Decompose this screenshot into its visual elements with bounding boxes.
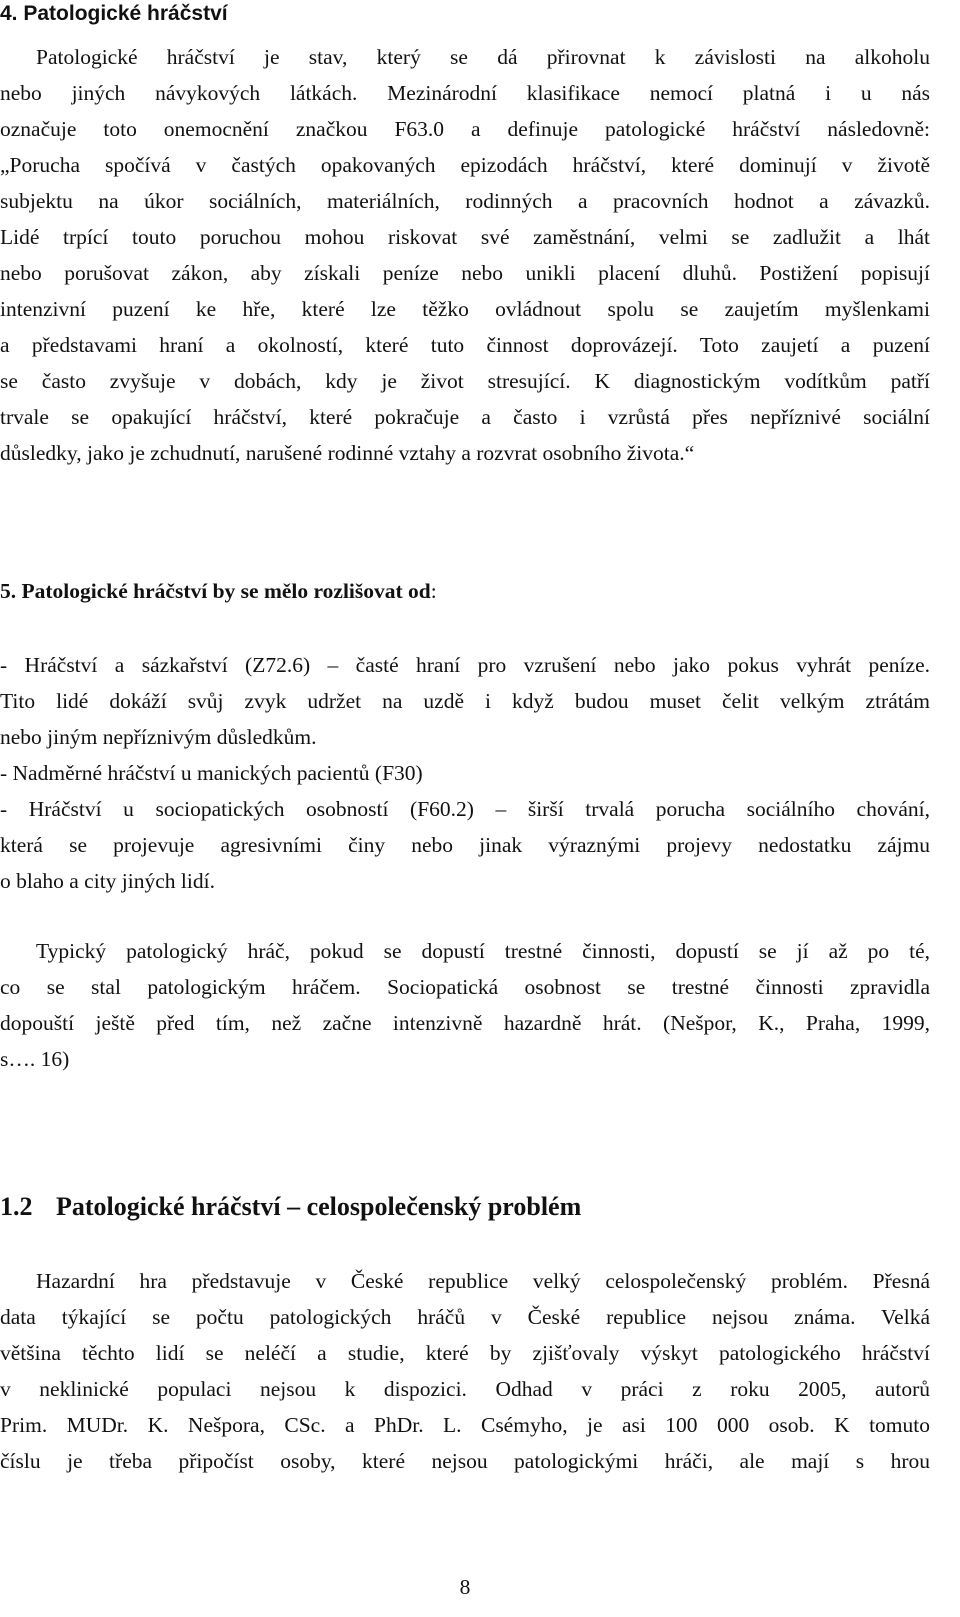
s4-line-3: označuje toto onemocnění značkou F63.0 a definuje patologické hráčství následovně: <box>0 117 930 141</box>
section-5-heading <box>0 576 437 606</box>
s5-line-4: - Nadměrné hráčství u manických pacientů (F30) <box>0 761 423 785</box>
s12-line-2: data týkající se počtu patologických hráčů v České republice nejsou známa. Velká <box>0 1305 930 1329</box>
s4-line-1: Patologické hráčství je stav, který se dá přirovnat k závislosti na alkoholu <box>36 45 930 69</box>
s5-line-2: Tito lidé dokáží svůj zvyk udržet na uzdě i když budou muset čelit velkým ztrátám <box>0 689 930 713</box>
s4-line-5: subjektu na úkor sociálních, materiálních, rodinných a pracovních hodnot a závazků. <box>0 189 930 213</box>
s5-line-5: - Hráčství u sociopatických osobností (F60.2) – širší trvalá porucha sociálního chování, <box>0 797 930 821</box>
s4-line-2: nebo jiných návykových látkách. Mezinárodní klasifikace nemocí platná i u nás <box>0 81 930 105</box>
s5-line-6: která se projevuje agresivními činy nebo jinak výraznými projevy nedostatku zájmu <box>0 833 930 857</box>
s12-line-3: většina těchto lidí se neléčí a studie, které by zjišťovaly výskyt patologického hráčství <box>0 1341 930 1365</box>
s4-line-7: nebo porušovat zákon, aby získali peníze nebo unikli placení dluhů. Postižení popisují <box>0 261 930 285</box>
s12-line-1: Hazardní hra představuje v České republice velký celospolečenský problém. Přesná <box>36 1269 930 1293</box>
s5-line-3: nebo jiným nepříznivým důsledkům. <box>0 725 317 749</box>
s5-para2-line-1: Typický patologický hráč, pokud se dopustí trestné činnosti, dopustí se jí až po té, <box>36 939 930 963</box>
s4-line-9: a představami hraní a okolností, které tuto činnost doprovázejí. Toto zaujetí a puzení <box>0 333 930 357</box>
section-1-2-heading <box>0 1190 581 1224</box>
s4-line-12: důsledky, jako je zchudnutí, narušené rodinné vztahy a rozvrat osobního života.“ <box>0 441 695 465</box>
s12-line-4: v neklinické populaci nejsou k dispozici. Odhad v práci z roku 2005, autorů <box>0 1377 930 1401</box>
s4-line-8: intenzivní puzení ke hře, které lze těžko ovládnout spolu se zaujetím myšlenkami <box>0 297 930 321</box>
s4-line-11: trvale se opakující hráčství, které pokračuje a často i vzrůstá přes nepříznivé sociální <box>0 405 930 429</box>
s12-line-5: Prim. MUDr. K. Nešpora, CSc. a PhDr. L. Csémyho, je asi 100 000 osob. K tomuto <box>0 1413 930 1437</box>
s4-line-6: Lidé trpící touto poruchou mohou riskovat své zaměstnání, velmi se zadlužit a lhát <box>0 225 930 249</box>
page-number: 8 <box>459 1575 471 1599</box>
s5-line-7: o blaho a city jiných lidí. <box>0 869 215 893</box>
s4-line-10: se často zvyšuje v dobách, kdy je život stresující. K diagnostickým vodítkům patří <box>0 369 930 393</box>
s5-line-1: - Hráčství a sázkařství (Z72.6) – časté hraní pro vzrušení nebo jako pokus vyhrát peníze. <box>0 653 930 677</box>
s5-para2-line-3: dopouští ještě před tím, než začne intenzivně hazardně hrát. (Nešpor, K., Praha, 1999, <box>0 1011 930 1035</box>
s4-line-4: „Porucha spočívá v častých opakovaných epizodách hráčství, které dominují v životě <box>0 153 930 177</box>
section-1-2-number: 1.2 <box>0 1192 33 1221</box>
s12-line-6: číslu je třeba připočíst osoby, které nejsou patologickými hráči, ale mají s hrou <box>0 1449 930 1473</box>
s5-para2-line-4: s…. 16) <box>0 1047 70 1071</box>
section-4-heading: 4. Patologické hráčství <box>0 2 228 25</box>
s5-para2-line-2: co se stal patologickým hráčem. Sociopatická osobnost se trestné činnosti zpravidla <box>0 975 930 999</box>
section-1-2-title: Patologické hráčství – celospolečenský problém <box>56 1192 582 1221</box>
section-5-heading-colon: : <box>430 579 437 603</box>
section-5-heading-text: 5. Patologické hráčství by se mělo rozlišovat od <box>0 579 431 603</box>
